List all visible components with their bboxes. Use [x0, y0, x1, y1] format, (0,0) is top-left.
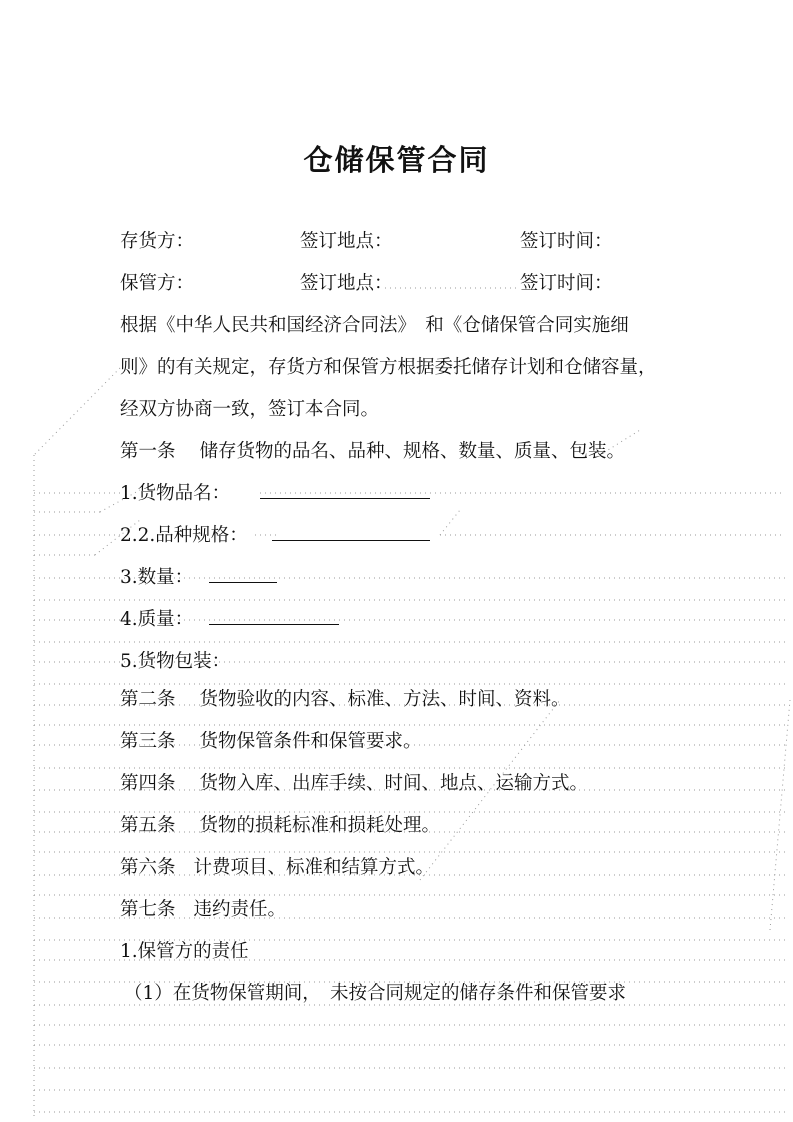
article-4 — [120, 772, 588, 796]
item-3 — [120, 566, 277, 590]
article-1-label: 第一条 — [120, 441, 176, 462]
item-2-label: 2.2.品种规格： — [120, 525, 248, 546]
depositor-label: 存货方： — [120, 231, 195, 252]
article-7-text: 违约责任。 — [193, 899, 287, 920]
article-5-text: 货物的损耗标准和损耗处理。 — [199, 815, 441, 836]
article-6-text: 计费项目、标准和结算方式。 — [193, 857, 435, 878]
sign-time-label-1: 签订时间： — [520, 231, 613, 252]
sign-place-label-2: 签订地点： — [300, 273, 393, 294]
article-7 — [120, 898, 286, 922]
article-6-label: 第六条 — [120, 857, 176, 878]
clause-1-number: （1） — [124, 983, 173, 1004]
article-5-label: 第五条 — [120, 815, 176, 836]
item-3-label: 3.数量： — [120, 567, 194, 588]
sign-place-label-1: 签订地点： — [300, 231, 393, 252]
article-2-label: 第二条 — [120, 689, 176, 710]
article-3-text: 货物保管条件和保管要求。 — [199, 731, 422, 752]
item-2-blank[interactable] — [272, 526, 430, 541]
article-1-text: 储存货物的品名、品种、规格、数量、质量、包装。 — [199, 441, 626, 462]
item-5-label: 5.货物包装： — [120, 651, 231, 672]
article-3 — [120, 730, 422, 754]
page-title: 仓储保管合同 — [303, 143, 490, 177]
article-4-label: 第四条 — [120, 773, 176, 794]
clause-1-text: 在货物保管期间， 未按合同规定的储存条件和保管要求 — [172, 983, 627, 1004]
liability-heading: 1.保管方的责任 — [120, 941, 249, 962]
liability-clause-1 — [124, 982, 626, 1006]
custodian-label: 保管方： — [120, 273, 195, 294]
item-2 — [120, 524, 430, 548]
article-2-text: 货物验收的内容、标准、方法、时间、资料。 — [199, 689, 570, 710]
intro-line-2: 则》的有关规定，存货方和保管方根据委托储存计划和仓储容量， — [120, 357, 657, 378]
intro-line-3: 经双方协商一致，签订本合同。 — [120, 399, 380, 420]
item-4 — [120, 608, 339, 632]
sign-time-label-2: 签订时间： — [520, 273, 613, 294]
article-2 — [120, 688, 570, 712]
article-7-label: 第七条 — [120, 899, 176, 920]
item-5 — [120, 650, 230, 674]
item-4-blank[interactable] — [209, 610, 339, 625]
article-3-label: 第三条 — [120, 731, 176, 752]
item-1-blank[interactable] — [260, 484, 430, 499]
item-1-label: 1.货物品名： — [120, 483, 231, 504]
item-3-blank[interactable] — [209, 568, 277, 583]
article-4-text: 货物入库、出库手续、时间、地点、运输方式。 — [199, 773, 589, 794]
article-1 — [120, 440, 625, 464]
item-1 — [120, 482, 430, 506]
article-5 — [120, 814, 440, 838]
item-4-label: 4.质量： — [120, 609, 194, 630]
article-6 — [120, 856, 434, 880]
intro-line-1: 根据《中华人民共和国经济合同法》 和《仓储保管合同实施细 — [120, 315, 629, 336]
